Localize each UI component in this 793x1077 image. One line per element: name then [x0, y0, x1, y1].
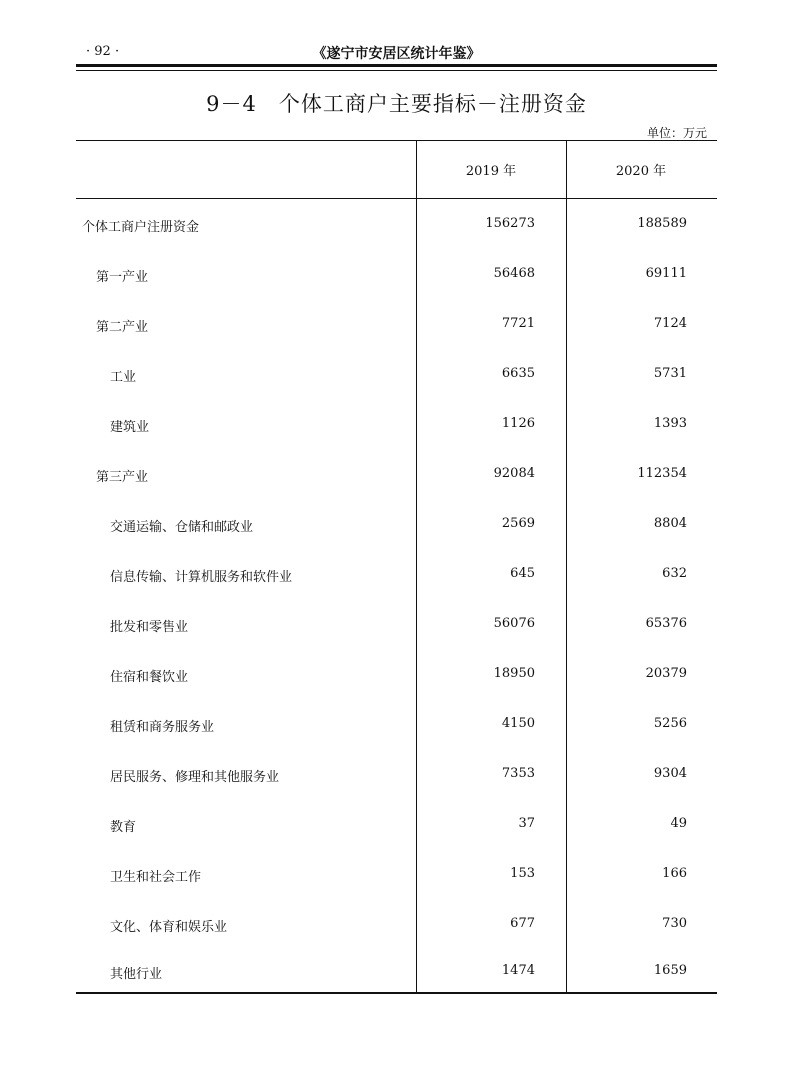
value-2019: 18950 — [493, 666, 535, 681]
row-label: 卫生和社会工作 — [110, 870, 202, 885]
value-2020: 730 — [662, 916, 687, 931]
table-title: 9－4 个体工商户主要指标－注册资金 — [206, 92, 587, 116]
row-label: 建筑业 — [110, 420, 150, 435]
table-top-border — [76, 140, 717, 141]
value-2019: 4150 — [501, 716, 535, 731]
row-label: 文化、体育和娱乐业 — [110, 920, 228, 935]
unit-label: 单位：万元 — [646, 126, 707, 140]
row-label: 个体工商户注册资金 — [82, 220, 200, 235]
table-bottom-border — [76, 992, 717, 994]
value-2019: 2569 — [501, 516, 535, 531]
column-header-2019: 2019 年 — [465, 164, 517, 179]
table-row — [76, 616, 717, 640]
value-2019: 7353 — [501, 766, 535, 781]
value-2020: 9304 — [653, 766, 687, 781]
row-label: 批发和零售业 — [110, 620, 189, 635]
value-2019: 6635 — [501, 366, 535, 381]
value-2020: 1393 — [653, 416, 687, 431]
table-row — [76, 266, 717, 290]
table-row — [76, 216, 717, 240]
header-rule-thick — [76, 64, 717, 67]
table-row — [76, 666, 717, 690]
value-2020: 65376 — [645, 616, 687, 631]
row-label: 住宿和餐饮业 — [110, 670, 189, 685]
value-2019: 56468 — [493, 266, 535, 281]
row-label: 交通运输、仓储和邮政业 — [110, 520, 254, 535]
table-row — [76, 416, 717, 440]
value-2019: 1126 — [501, 416, 535, 431]
table-row — [76, 766, 717, 790]
value-2020: 7124 — [653, 316, 687, 331]
row-label: 第二产业 — [96, 320, 149, 335]
value-2019: 645 — [510, 566, 535, 581]
row-label: 其他行业 — [110, 967, 163, 982]
value-2020: 188589 — [637, 216, 687, 231]
value-2019: 1474 — [501, 963, 535, 978]
value-2020: 5731 — [653, 366, 687, 381]
book-title: 《遂宁市安居区统计年鉴》 — [312, 46, 481, 62]
table-row — [76, 866, 717, 890]
value-2019: 153 — [510, 866, 535, 881]
value-2020: 5256 — [653, 716, 687, 731]
row-label: 信息传输、计算机服务和软件业 — [110, 570, 293, 585]
value-2020: 69111 — [645, 266, 687, 281]
page-number: · 92 · — [86, 44, 120, 59]
row-label: 教育 — [110, 820, 137, 835]
value-2020: 20379 — [645, 666, 687, 681]
table-row — [76, 316, 717, 340]
value-2019: 677 — [510, 916, 535, 931]
value-2019: 56076 — [493, 616, 535, 631]
row-label: 居民服务、修理和其他服务业 — [110, 770, 280, 785]
row-label: 第一产业 — [96, 270, 149, 285]
row-label: 工业 — [110, 370, 137, 385]
column-header-2020: 2020 年 — [615, 164, 667, 179]
value-2020: 1659 — [653, 963, 687, 978]
table-row — [76, 916, 717, 940]
value-2020: 166 — [662, 866, 687, 881]
table-row — [76, 816, 717, 840]
value-2020: 632 — [662, 566, 687, 581]
value-2019: 92084 — [493, 466, 535, 481]
value-2019: 156273 — [485, 216, 535, 231]
table-row — [76, 516, 717, 540]
value-2020: 112354 — [637, 466, 687, 481]
value-2019: 37 — [518, 816, 535, 831]
value-2020: 49 — [670, 816, 687, 831]
table-row — [76, 466, 717, 490]
value-2020: 8804 — [653, 516, 687, 531]
row-label: 租赁和商务服务业 — [110, 720, 215, 735]
value-2019: 7721 — [501, 316, 535, 331]
header-rule-thin — [76, 70, 717, 71]
table-row — [76, 963, 717, 987]
table-row — [76, 566, 717, 590]
table-row — [76, 716, 717, 740]
table-row — [76, 366, 717, 390]
table-header-border — [76, 198, 717, 199]
row-label: 第三产业 — [96, 470, 149, 485]
